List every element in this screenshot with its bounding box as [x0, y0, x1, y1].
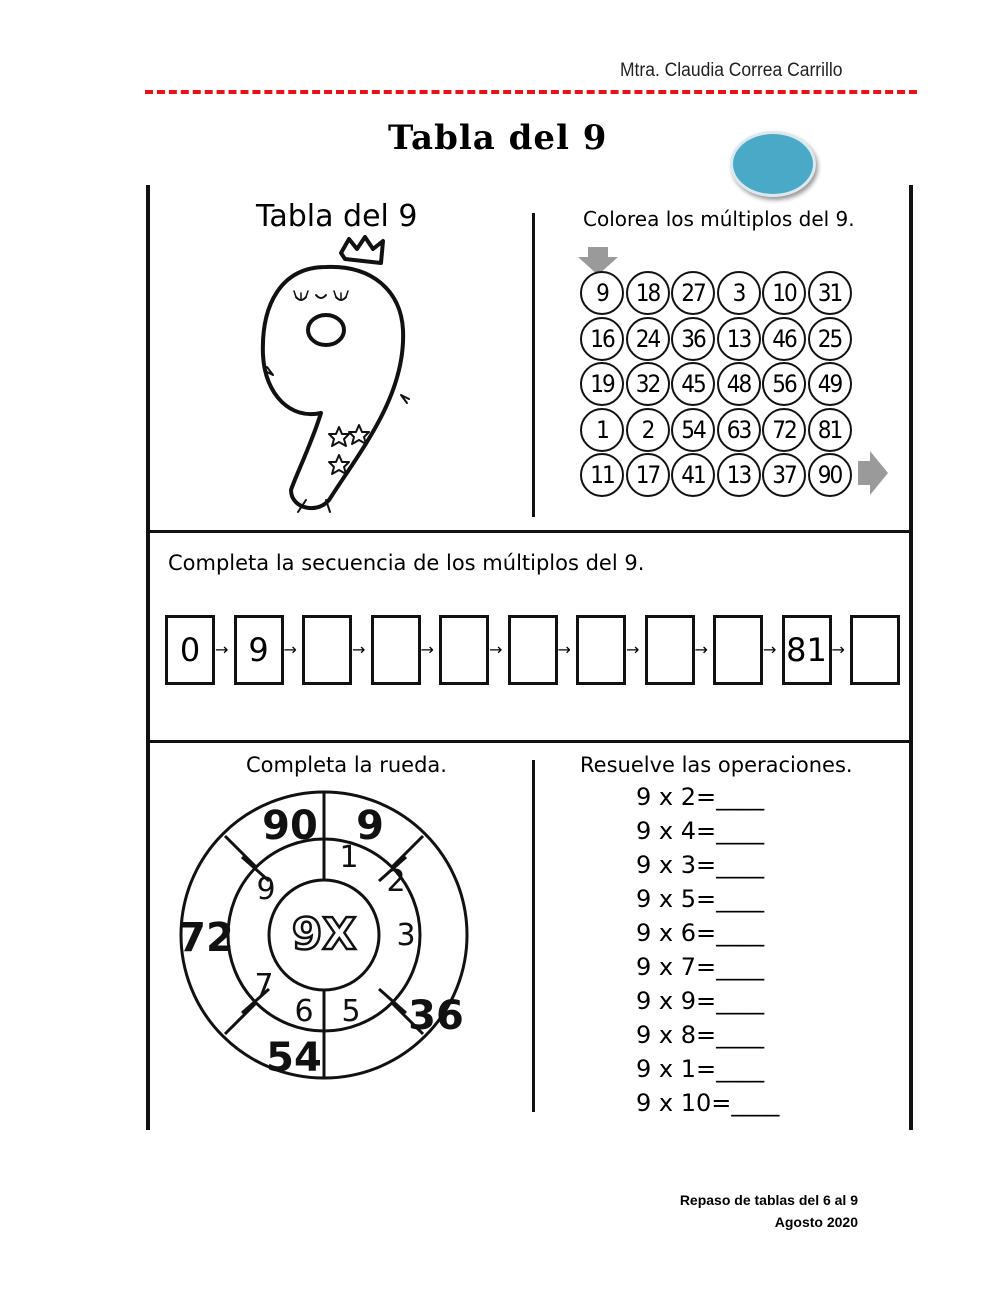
footer-subject: Repaso de tablas del 6 al 9 [679, 1192, 858, 1208]
wheel-center-label: 9X [291, 909, 357, 960]
multiple-circle[interactable]: 13 [717, 317, 761, 361]
header-divider [145, 90, 917, 94]
operation-item[interactable]: 9 x 4=____ [636, 817, 765, 845]
sequence-box[interactable]: 81 [782, 615, 832, 685]
page-title: Tabla del 9 [388, 118, 608, 158]
multiple-circle[interactable]: 54 [671, 408, 715, 452]
multiple-circle[interactable]: 18 [626, 271, 670, 315]
multiple-circle[interactable]: 32 [626, 362, 670, 406]
sequence-box[interactable] [713, 615, 763, 685]
sequence-box[interactable]: 9 [234, 615, 284, 685]
wheel-outer-number: 54 [266, 1035, 322, 1081]
sequence-arrow-icon: → [489, 640, 503, 659]
multiple-circle[interactable]: 25 [808, 317, 852, 361]
sequence-arrow-icon: → [352, 640, 366, 659]
multiple-circle[interactable]: 48 [717, 362, 761, 406]
wheel-panel-instruction: Completa la rueda. [246, 753, 447, 777]
operation-item[interactable]: 9 x 1=____ [636, 1055, 765, 1083]
wheel-inner-number: 6 [294, 994, 314, 1029]
wheel-inner-number: 7 [254, 968, 274, 1003]
multiple-circle[interactable]: 49 [808, 362, 852, 406]
wheel-inner-number: 2 [386, 864, 406, 899]
sequence-box[interactable] [439, 615, 489, 685]
sequence-arrow-icon: → [420, 640, 434, 659]
sequence-arrow-icon: → [215, 640, 229, 659]
sequence-panel-instruction: Completa la secuencia de los múltiplos del 9. [168, 551, 645, 575]
nine-character-illustration [251, 235, 426, 525]
ops-panel-instruction: Resuelve las operaciones. [580, 753, 853, 777]
wheel-inner-number: 5 [341, 994, 361, 1029]
sequence-box[interactable] [645, 615, 695, 685]
multiple-circle[interactable]: 3 [717, 271, 761, 315]
multiple-circle[interactable]: 17 [626, 453, 670, 497]
arrow-right-icon [858, 451, 888, 495]
sequence-box[interactable] [850, 615, 900, 685]
sequence-arrow-icon: → [626, 640, 640, 659]
color-panel-instruction: Colorea los múltiplos del 9. [583, 207, 855, 231]
wheel-inner-number: 9 [256, 872, 276, 907]
operation-item[interactable]: 9 x 7=____ [636, 953, 765, 981]
multiplication-wheel[interactable] [174, 785, 474, 1085]
multiple-circle[interactable]: 31 [808, 271, 852, 315]
sequence-arrow-icon: → [283, 640, 297, 659]
multiple-circle[interactable]: 46 [762, 317, 806, 361]
operation-item[interactable]: 9 x 3=____ [636, 851, 765, 879]
multiple-circle[interactable]: 9 [580, 271, 624, 315]
footer-date: Agosto 2020 [774, 1214, 858, 1230]
multiple-circle[interactable]: 11 [580, 453, 624, 497]
sequence-box[interactable] [302, 615, 352, 685]
multiple-circle[interactable]: 2 [626, 408, 670, 452]
multiple-circle[interactable]: 72 [762, 408, 806, 452]
multiple-circle[interactable]: 45 [671, 362, 715, 406]
multiple-circle[interactable]: 10 [762, 271, 806, 315]
divider-bottom-vertical [532, 760, 535, 1112]
wheel-outer-number: 90 [262, 803, 318, 849]
multiple-circle[interactable]: 19 [580, 362, 624, 406]
multiple-circle[interactable]: 36 [671, 317, 715, 361]
operation-item[interactable]: 9 x 10=____ [636, 1089, 780, 1117]
multiple-circle[interactable]: 27 [671, 271, 715, 315]
sequence-arrow-icon: → [694, 640, 708, 659]
wheel-outer-number: 9 [356, 803, 384, 849]
multiple-circle[interactable]: 56 [762, 362, 806, 406]
operation-item[interactable]: 9 x 2=____ [636, 783, 765, 811]
multiple-circle[interactable]: 13 [717, 453, 761, 497]
sequence-arrow-icon: → [831, 640, 845, 659]
sequence-arrow-icon: → [557, 640, 571, 659]
sequence-box[interactable]: 0 [165, 615, 215, 685]
teacher-name: Mtra. Claudia Correa Carrillo [620, 60, 843, 81]
sequence-box[interactable] [576, 615, 626, 685]
wheel-outer-number: 36 [408, 993, 464, 1039]
divider-top-vertical [532, 213, 535, 517]
operation-item[interactable]: 9 x 9=____ [636, 987, 765, 1015]
divider-top [146, 530, 913, 533]
multiple-circle[interactable]: 63 [717, 408, 761, 452]
multiple-circle[interactable]: 16 [580, 317, 624, 361]
sequence-arrow-icon: → [763, 640, 777, 659]
wheel-inner-number: 1 [339, 840, 359, 875]
multiple-circle[interactable]: 37 [762, 453, 806, 497]
wheel-outer-number: 72 [178, 915, 234, 961]
sheet-right-border [909, 185, 913, 1130]
sequence-box[interactable] [371, 615, 421, 685]
divider-middle [146, 740, 913, 743]
operation-item[interactable]: 9 x 5=____ [636, 885, 765, 913]
number-panel-title: Tabla del 9 [256, 199, 418, 234]
multiple-circle[interactable]: 90 [808, 453, 852, 497]
wheel-inner-number: 3 [396, 918, 416, 953]
multiple-circle[interactable]: 81 [808, 408, 852, 452]
operation-item[interactable]: 9 x 8=____ [636, 1021, 765, 1049]
sheet-left-border [146, 185, 150, 1130]
sequence-box[interactable] [508, 615, 558, 685]
multiple-circle[interactable]: 41 [671, 453, 715, 497]
multiple-circle[interactable]: 24 [626, 317, 670, 361]
multiple-circle[interactable]: 1 [580, 408, 624, 452]
operation-item[interactable]: 9 x 6=____ [636, 919, 765, 947]
worksheet [146, 185, 913, 1130]
